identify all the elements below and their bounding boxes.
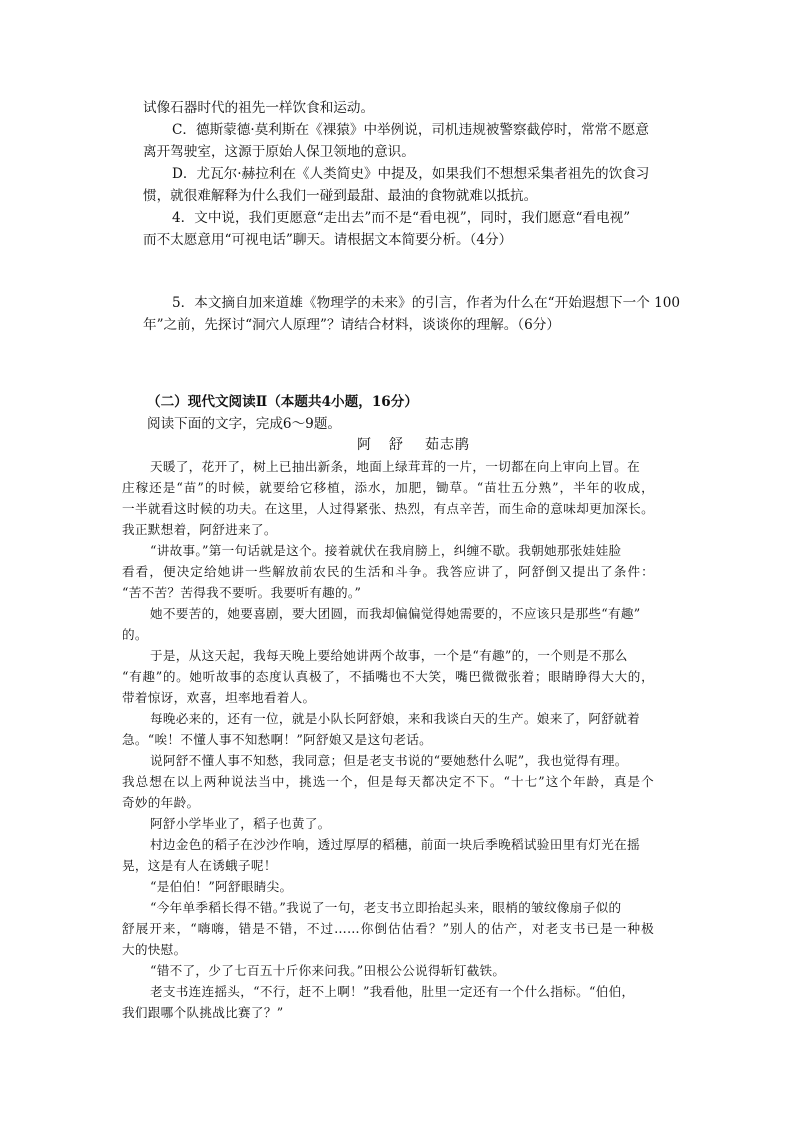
story-author: 茹志鹃 — [425, 437, 470, 453]
option-b-continuation: 试像石器时代的祖先一样饮食和运动。 — [143, 100, 375, 116]
option-c-line2: 离开驾驶室，这源于原始人保卫领地的意识。 — [143, 144, 415, 160]
story-line: 大的快慰。 — [122, 942, 187, 957]
story-line: “今年单季稻长得不错。”我说了一句，老支书立即抬起头来，眼梢的皱纹像扇子似的 — [150, 900, 622, 915]
story-line: 老支书连连摇头，“不行，赶不上啊！”我看他，肚里一定还有一个什么指标。“伯伯， — [150, 984, 635, 999]
story-line: “错不了，少了七百五十斤你来问我。”田根公公说得斩钉截铁。 — [150, 963, 506, 978]
story-line: 庄稼还是“苗”的时候，就要给它移植，添水，加肥，锄草。“苗壮五分熟”，半年的收成， — [122, 480, 654, 495]
section-2-instruction: 阅读下面的文字，完成6～9题。 — [147, 416, 342, 432]
story-line: 说阿舒不懂人事不知愁，我同意；但是老支书说的“要她愁什么呢”，我也觉得有理。 — [150, 753, 628, 768]
question-4-line1: 4．文中说，我们更愿意“走出去”而不是“看电视”，同时，我们愿意“看电视” — [172, 210, 631, 226]
story-line: 于是，从这天起，我每天晚上要给她讲两个故事，一个是“有趣”的，一个则是不那么 — [150, 648, 628, 663]
story-title: 阿 舒 — [357, 437, 406, 453]
question-5-line2: 年”之前，先探讨“洞穴人原理”？请结合材料，谈谈你的理解。（6分） — [143, 317, 560, 333]
story-line: 她不要苦的，她要喜剧，要大团圆，而我却偏偏觉得她需要的，不应该只是那些“有趣” — [150, 606, 641, 621]
story-line: “讲故事。”第一句话就是这个。接着就伏在我肩膀上，纠缠不歇。我朝她那张娃娃脸 — [150, 543, 622, 558]
story-line: 我总想在以上两种说法当中，挑选一个，但是每天都决定不下。“十七”这个年龄，真是个 — [122, 774, 654, 789]
story-line: 带着惊讶，欢喜，坦率地看着人。 — [122, 690, 316, 705]
story-line: “有趣”的。她听故事的态度认真极了，不插嘴也不大笑，嘴巴微微张着；眼睛睁得大大的， — [122, 669, 654, 684]
story-line: 的。 — [122, 627, 148, 642]
story-line: 天暖了，花开了，树上已抽出新条，地面上绿茸茸的一片，一切都在向上审向上冒。在 — [150, 459, 640, 474]
story-line: 急。“唉！不懂人事不知愁啊！”阿舒娘又是这句老话。 — [122, 732, 433, 747]
story-line: 我正默想着，阿舒进来了。 — [122, 522, 277, 537]
story-line: 村边金色的稻子在沙沙作响，透过厚厚的稻穗，前面一块后季晚稻试验田里有灯光在摇 — [150, 837, 640, 852]
story-line: 阿舒小学毕业了，稻子也黄了。 — [150, 816, 331, 831]
story-line: 奇妙的年龄。 — [122, 795, 200, 810]
story-line: “是伯伯！”阿舒眼睛尖。 — [150, 879, 293, 894]
option-c-line1: C．德斯蒙德·莫利斯在《裸猿》中举例说，司机违规被警察截停时，常常不愿意 — [172, 122, 649, 138]
option-d-line1: D．尤瓦尔·赫拉利在《人类简史》中提及，如果我们不想想采集者祖先的饮食习 — [172, 166, 650, 182]
section-2-heading: （二）现代文阅读Ⅱ（本题共4小题，16分） — [147, 394, 418, 410]
question-4-line2: 而不太愿意用“可视电话”聊天。请根据文本简要分析。（4分） — [143, 232, 513, 248]
question-5-line1: 5．本文摘自加来道雄《物理学的未来》的引言，作者为什么在“开始遐想下一个 100 — [172, 295, 681, 311]
story-line: 每晚必来的，还有一位，就是小队长阿舒娘，来和我谈白天的生产。娘来了，阿舒就着 — [150, 711, 640, 726]
story-line: 晃，这是有人在诱蛾子呢！ — [122, 858, 277, 873]
story-line: 看看，便决定给她讲一些解放前农民的生活和斗争。我答应讲了，阿舒倒又提出了条件： — [122, 564, 654, 579]
story-line: 一半就看这时候的功夫。在这里，人过得紧张、热烈，有点辛苦，而生命的意味却更加深长。 — [122, 501, 654, 516]
story-line: “苦不苦？苦得我不要听。我要听有趣的。” — [122, 585, 362, 600]
story-line: 我们跟哪个队挑战比赛了？” — [122, 1005, 284, 1020]
option-d-line2: 惯，就很难解释为什么我们一碰到最甜、最油的食物就难以抵抗。 — [143, 188, 538, 204]
story-line: 舒展开来，“嗨嗨，错是不错，不过……你倒估估看？”别人的估产，对老支书已是一种极 — [122, 921, 654, 936]
